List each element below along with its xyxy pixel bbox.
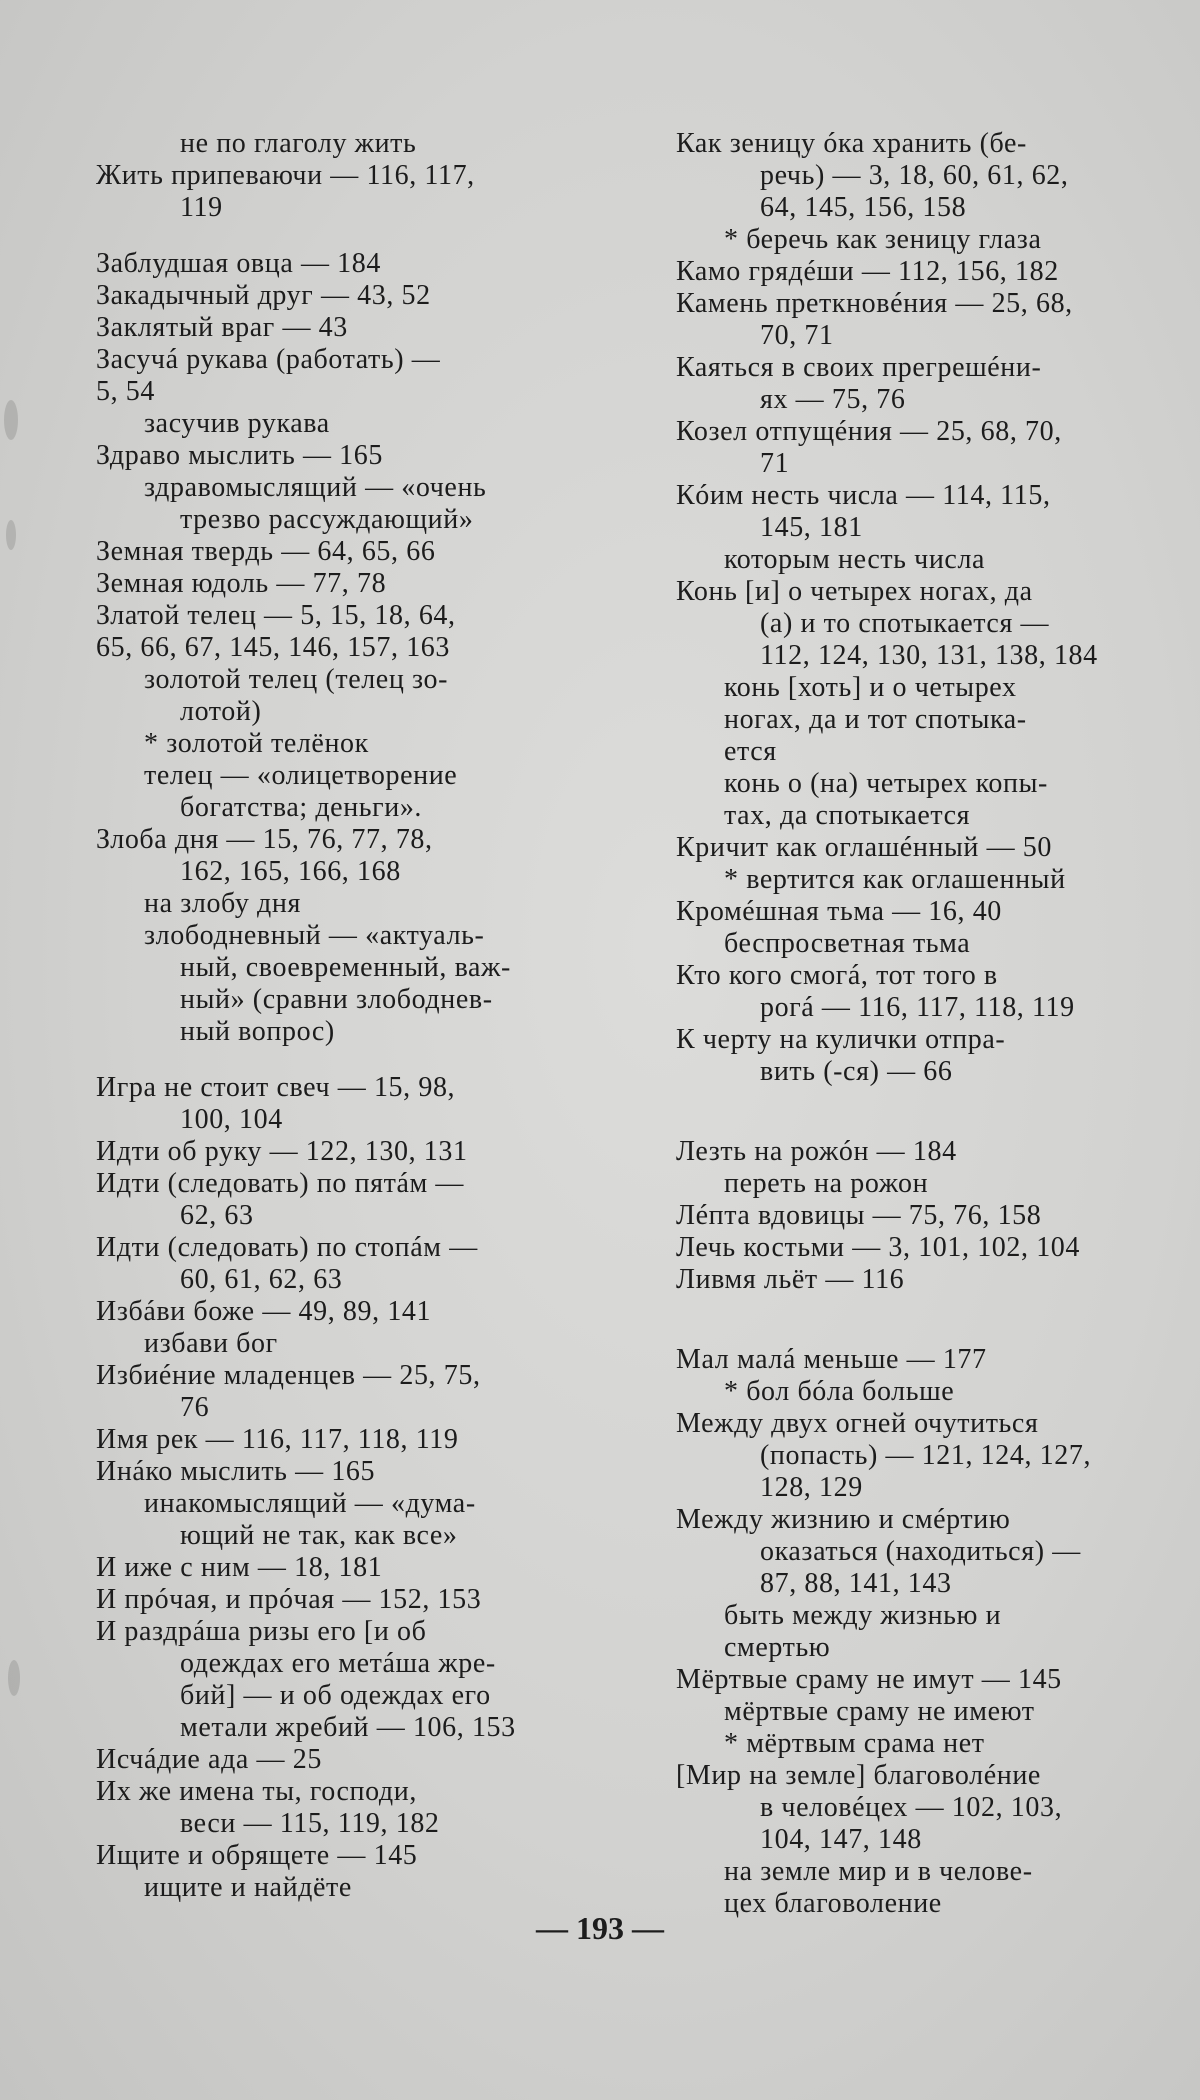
index-subentry: цех благоволение — [724, 1888, 942, 1919]
index-entry: Златой телец — 5, 15, 18, 64, — [96, 600, 456, 631]
index-subentry: оказаться (находиться) — — [760, 1536, 1081, 1567]
index-subentry: ный, своевременный, важ- — [180, 952, 511, 983]
index-entry: Идти об руку — 122, 130, 131 — [96, 1136, 468, 1167]
index-entry: Жить припеваючи — 116, 117, — [96, 160, 475, 191]
index-subentry: телец — «олицетворение — [144, 760, 458, 791]
index-entry: Исчáдие ада — 25 — [96, 1744, 322, 1775]
index-subentry: засучив рукава — [144, 408, 330, 439]
index-entry: Козел отпущéния — 25, 68, 70, — [676, 416, 1062, 447]
index-subentry: 128, 129 — [760, 1472, 863, 1503]
index-entry: И прóчая, и прóчая — 152, 153 — [96, 1584, 482, 1615]
index-entry: Инáко мыслить — 165 — [96, 1456, 376, 1487]
index-entry: Мёртвые сраму не имут — 145 — [676, 1664, 1062, 1695]
index-subentry: вить (-ся) — 66 — [760, 1056, 953, 1087]
index-entry: Злоба дня — 15, 76, 77, 78, — [96, 824, 433, 855]
index-subentry: ищите и найдёте — [144, 1872, 352, 1903]
index-entry: Конь [и] о четырех ногах, да — [676, 576, 1033, 607]
scan-blemish — [6, 520, 16, 550]
page-number: — 193 — — [536, 1910, 664, 1946]
index-subentry: инакомыслящий — «дума- — [144, 1488, 476, 1519]
index-subentry: 104, 147, 148 — [760, 1824, 922, 1855]
index-subentry: 76 — [180, 1392, 210, 1423]
index-entry: Заклятый враг — 43 — [96, 312, 348, 343]
index-entry: Камо грядéши — 112, 156, 182 — [676, 256, 1059, 287]
index-entry: Кричит как оглашéнный — 50 — [676, 832, 1052, 863]
index-entry: Имя рек — 116, 117, 118, 119 — [96, 1424, 459, 1455]
index-subentry: * мёртвым срама нет — [724, 1728, 985, 1759]
index-subentry: беспросветная тьма — [724, 928, 971, 959]
entry-spacer — [96, 224, 586, 248]
index-subentry: ный» (сравни злободнев- — [180, 984, 493, 1015]
index-subentry: 64, 145, 156, 158 — [760, 192, 967, 223]
index-subentry: 60, 61, 62, 63 — [180, 1264, 343, 1295]
index-entry: К черту на кулички отпра- — [676, 1024, 1006, 1055]
index-subentry: 162, 165, 166, 168 — [180, 856, 401, 887]
index-subentry: конь о (на) четырех копы- — [724, 768, 1048, 799]
index-entry: Земная юдоль — 77, 78 — [96, 568, 387, 599]
index-entry: Закадычный друг — 43, 52 — [96, 280, 431, 311]
scan-blemish — [8, 1660, 20, 1696]
index-entry: Идти (следовать) по стопáм — — [96, 1232, 478, 1263]
right-index-column — [676, 128, 1166, 1920]
index-entry: Мал малá меньше — 177 — [676, 1344, 987, 1375]
index-entry: Каяться в своих прегрешéни- — [676, 352, 1042, 383]
index-subentry: ногах, да и тот спотыка- — [724, 704, 1027, 735]
entry-spacer — [96, 1048, 586, 1072]
index-subentry: речь) — 3, 18, 60, 61, 62, — [760, 160, 1069, 191]
index-entry: Лечь костьми — 3, 101, 102, 104 — [676, 1232, 1080, 1263]
index-subentry: тах, да спотыкается — [724, 800, 971, 831]
index-subentry: ях — 75, 76 — [760, 384, 906, 415]
index-subentry: 119 — [180, 192, 223, 223]
index-subentry: 100, 104 — [180, 1104, 283, 1135]
index-entry: Земная твердь — 64, 65, 66 — [96, 536, 436, 567]
index-entry: Кто кого смогá, тот того в — [676, 960, 998, 991]
index-subentry: 145, 181 — [760, 512, 863, 543]
index-subentry: ный вопрос) — [180, 1016, 335, 1047]
scan-blemish — [4, 400, 18, 440]
index-entry: Между жизнию и смéртию — [676, 1504, 1011, 1535]
index-entry: [Мир на земле] благоволéние — [676, 1760, 1041, 1791]
index-subentry: (попасть) — 121, 124, 127, — [760, 1440, 1092, 1471]
index-subentry: рогá — 116, 117, 118, 119 — [760, 992, 1075, 1023]
index-entry: И раздрáша ризы его [и об — [96, 1616, 427, 1647]
index-entry: Ищите и обрящете — 145 — [96, 1840, 418, 1871]
entry-spacer — [676, 1296, 1166, 1344]
index-subentry: переть на рожон — [724, 1168, 929, 1199]
index-entry: Засучá рукава (работать) — — [96, 344, 441, 375]
index-subentry: которым несть числа — [724, 544, 986, 575]
index-entry: Их же имена ты, господи, — [96, 1776, 417, 1807]
index-subentry: ется — [724, 736, 777, 767]
index-entry: 65, 66, 67, 145, 146, 157, 163 — [96, 632, 450, 663]
index-subentry: злободневный — «актуаль- — [144, 920, 485, 951]
index-entry: Как зеницу óка хранить (бе- — [676, 128, 1027, 159]
index-subentry: * вертится как оглашенный — [724, 864, 1066, 895]
index-subentry: 62, 63 — [180, 1200, 254, 1231]
index-subentry: в человéцех — 102, 103, — [760, 1792, 1063, 1823]
index-entry: Камень преткновéния — 25, 68, — [676, 288, 1073, 319]
index-entry: И иже с ним — 18, 181 — [96, 1552, 383, 1583]
index-subentry: быть между жизнью и — [724, 1600, 1002, 1631]
index-subentry: одеждах его метáша жре- — [180, 1648, 496, 1679]
index-entry: Лéпта вдовицы — 75, 76, 158 — [676, 1200, 1042, 1231]
index-entry: Между двух огней очутиться — [676, 1408, 1039, 1439]
index-entry: Кромéшная тьма — 16, 40 — [676, 896, 1002, 927]
index-subentry: богатства; деньги». — [180, 792, 423, 823]
index-entry: Здраво мыслить — 165 — [96, 440, 383, 471]
index-subentry: избави бог — [144, 1328, 278, 1359]
index-subentry: мёртвые сраму не имеют — [724, 1696, 1035, 1727]
index-subentry: золотой телец (телец зо- — [144, 664, 449, 695]
left-index-column — [96, 128, 586, 1904]
index-subentry: 112, 124, 130, 131, 138, 184 — [760, 640, 1098, 671]
index-subentry: на земле мир и в челове- — [724, 1856, 1033, 1887]
index-entry: Кóим несть числа — 114, 115, — [676, 480, 1051, 511]
index-subentry: 70, 71 — [760, 320, 834, 351]
index-subentry: 71 — [760, 448, 790, 479]
index-subentry: * золотой телёнок — [144, 728, 369, 759]
index-subentry: не по глаголу жить — [180, 128, 417, 159]
index-subentry: веси — 115, 119, 182 — [180, 1808, 440, 1839]
index-subentry: смертью — [724, 1632, 831, 1663]
index-entry: Идти (следовать) по пятáм — — [96, 1168, 465, 1199]
index-entry: Игра не стоит свеч — 15, 98, — [96, 1072, 456, 1103]
index-entry: Заблудшая овца — 184 — [96, 248, 381, 279]
index-entry: Ливмя льёт — 116 — [676, 1264, 905, 1295]
index-subentry: лотой) — [180, 696, 262, 727]
entry-spacer — [676, 1088, 1166, 1136]
index-subentry: ющий не так, как все» — [180, 1520, 458, 1551]
index-subentry: конь [хоть] и о четырех — [724, 672, 1017, 703]
index-entry: Избиéние младенцев — 25, 75, — [96, 1360, 481, 1391]
index-subentry: * бол бóла больше — [724, 1376, 955, 1407]
index-subentry: трезво рассуждающий» — [180, 504, 474, 535]
index-entry: Лезть на рожóн — 184 — [676, 1136, 957, 1167]
index-subentry: на злобу дня — [144, 888, 301, 919]
index-subentry: 87, 88, 141, 143 — [760, 1568, 952, 1599]
index-subentry: * беречь как зеницу глаза — [724, 224, 1042, 255]
index-entry: Избáви боже — 49, 89, 141 — [96, 1296, 432, 1327]
index-subentry: метали жребий — 106, 153 — [180, 1712, 516, 1743]
index-subentry: (а) и то спотыкается — — [760, 608, 1050, 639]
index-subentry: здравомыслящий — «очень — [144, 472, 487, 503]
index-entry: 5, 54 — [96, 376, 155, 407]
index-subentry: бий] — и об одеждах его — [180, 1680, 491, 1711]
